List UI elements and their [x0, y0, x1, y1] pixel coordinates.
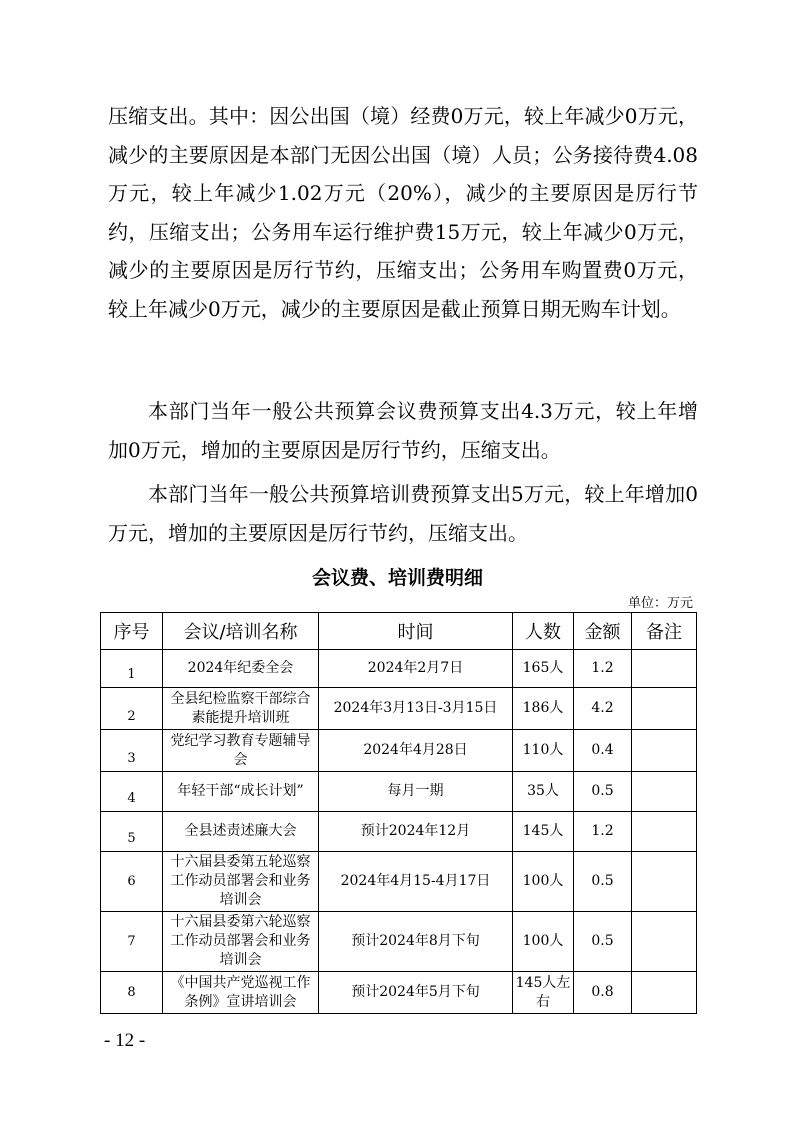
cell-name: 《中国共产党巡视工作条例》宣讲培训会 [163, 972, 319, 1014]
cell-notes [632, 852, 697, 912]
table-row [101, 772, 697, 812]
cell-name: 年轻干部“成长计划” [163, 772, 319, 812]
table-row [101, 912, 697, 972]
cell-time: 2024年2月7日 [319, 650, 513, 688]
cell-name: 党纪学习教育专题辅导会 [163, 730, 319, 772]
header-seq: 序号 [101, 613, 163, 650]
cell-amount: 0.5 [574, 852, 632, 912]
cell-name: 十六届县委第五轮巡察工作动员部署会和业务培训会 [163, 852, 319, 912]
cell-notes [632, 650, 697, 688]
unit-label: 单位：万元 [627, 596, 693, 611]
paragraph-budget-details: 压缩支出。其中：因公出国（境）经费0万元，较上年减少0万元，减少的主要原因是本部门无因公出国（境）人员；公务接待费4.08万元，较上年减少1.02万元（20%），减少的主要原因是厉行节约，压缩支出；公务用车运行维护费15万元，较上年减少0万元，减少的主要原因是厉行节约，压缩支出；公务用车购置费0万元，较上年减少0万元，减少的主要原因是截止预算日期无购车计划。 [108, 104, 698, 321]
cell-notes [632, 772, 697, 812]
cell-amount: 4.2 [574, 688, 632, 730]
header-amount: 金额 [574, 613, 632, 650]
table-row [101, 730, 697, 772]
cell-notes [632, 730, 697, 772]
cell-people: 35人 [513, 772, 574, 812]
table-title: 会议费、培训费明细 [311, 567, 483, 589]
cell-name: 十六届县委第六轮巡察工作动员部署会和业务培训会 [163, 912, 319, 972]
cell-people: 100人 [513, 912, 574, 972]
table-row [101, 972, 697, 1014]
table-header-row [101, 613, 697, 650]
cell-seq: 2 [101, 688, 163, 730]
cell-notes [632, 688, 697, 730]
table-row [101, 852, 697, 912]
cell-notes [632, 972, 697, 1014]
table-row [101, 688, 697, 730]
header-time: 时间 [319, 613, 513, 650]
cell-people: 145人 [513, 812, 574, 852]
cell-name: 全县纪检监察干部综合素能提升培训班 [163, 688, 319, 730]
cell-amount: 0.5 [574, 772, 632, 812]
cell-seq: 6 [101, 852, 163, 912]
table-row [101, 650, 697, 688]
cell-time: 2024年4月15-4月17日 [319, 852, 513, 912]
cell-amount: 0.8 [574, 972, 632, 1014]
cell-people: 145人左右 [513, 972, 574, 1014]
cell-amount: 0.5 [574, 912, 632, 972]
cell-seq: 8 [101, 972, 163, 1014]
page-number: - 12 - [104, 1030, 146, 1051]
cell-people: 100人 [513, 852, 574, 912]
cell-seq: 1 [101, 650, 163, 688]
cell-notes [632, 912, 697, 972]
cell-name: 2024年纪委全会 [163, 650, 319, 688]
cell-time: 预计2024年5月下旬 [319, 972, 513, 1014]
cell-name: 全县述责述廉大会 [163, 812, 319, 852]
header-name: 会议/培训名称 [163, 613, 319, 650]
paragraph-meeting-fee: 本部门当年一般公共预算会议费预算支出4.3万元，较上年增加0万元，增加的主要原因是厉行节约，压缩支出。 [108, 399, 698, 462]
cell-amount: 1.2 [574, 812, 632, 852]
cell-time: 2024年4月28日 [319, 730, 513, 772]
paragraph-training-fee: 本部门当年一般公共预算培训费预算支出5万元，较上年增加0万元，增加的主要原因是厉行节约，压缩支出。 [108, 482, 698, 545]
cell-notes [632, 812, 697, 852]
cell-people: 186人 [513, 688, 574, 730]
cell-amount: 1.2 [574, 650, 632, 688]
cell-seq: 5 [101, 812, 163, 852]
cell-time: 预计2024年8月下旬 [319, 912, 513, 972]
cell-seq: 3 [101, 730, 163, 772]
cell-time: 预计2024年12月 [319, 812, 513, 852]
table-row [101, 812, 697, 852]
header-people: 人数 [513, 613, 574, 650]
header-notes: 备注 [632, 613, 697, 650]
cell-seq: 7 [101, 912, 163, 972]
cell-time: 2024年3月13日-3月15日 [319, 688, 513, 730]
cell-people: 165人 [513, 650, 574, 688]
expense-table [100, 612, 697, 1014]
cell-amount: 0.4 [574, 730, 632, 772]
cell-seq: 4 [101, 772, 163, 812]
cell-people: 110人 [513, 730, 574, 772]
cell-time: 每月一期 [319, 772, 513, 812]
